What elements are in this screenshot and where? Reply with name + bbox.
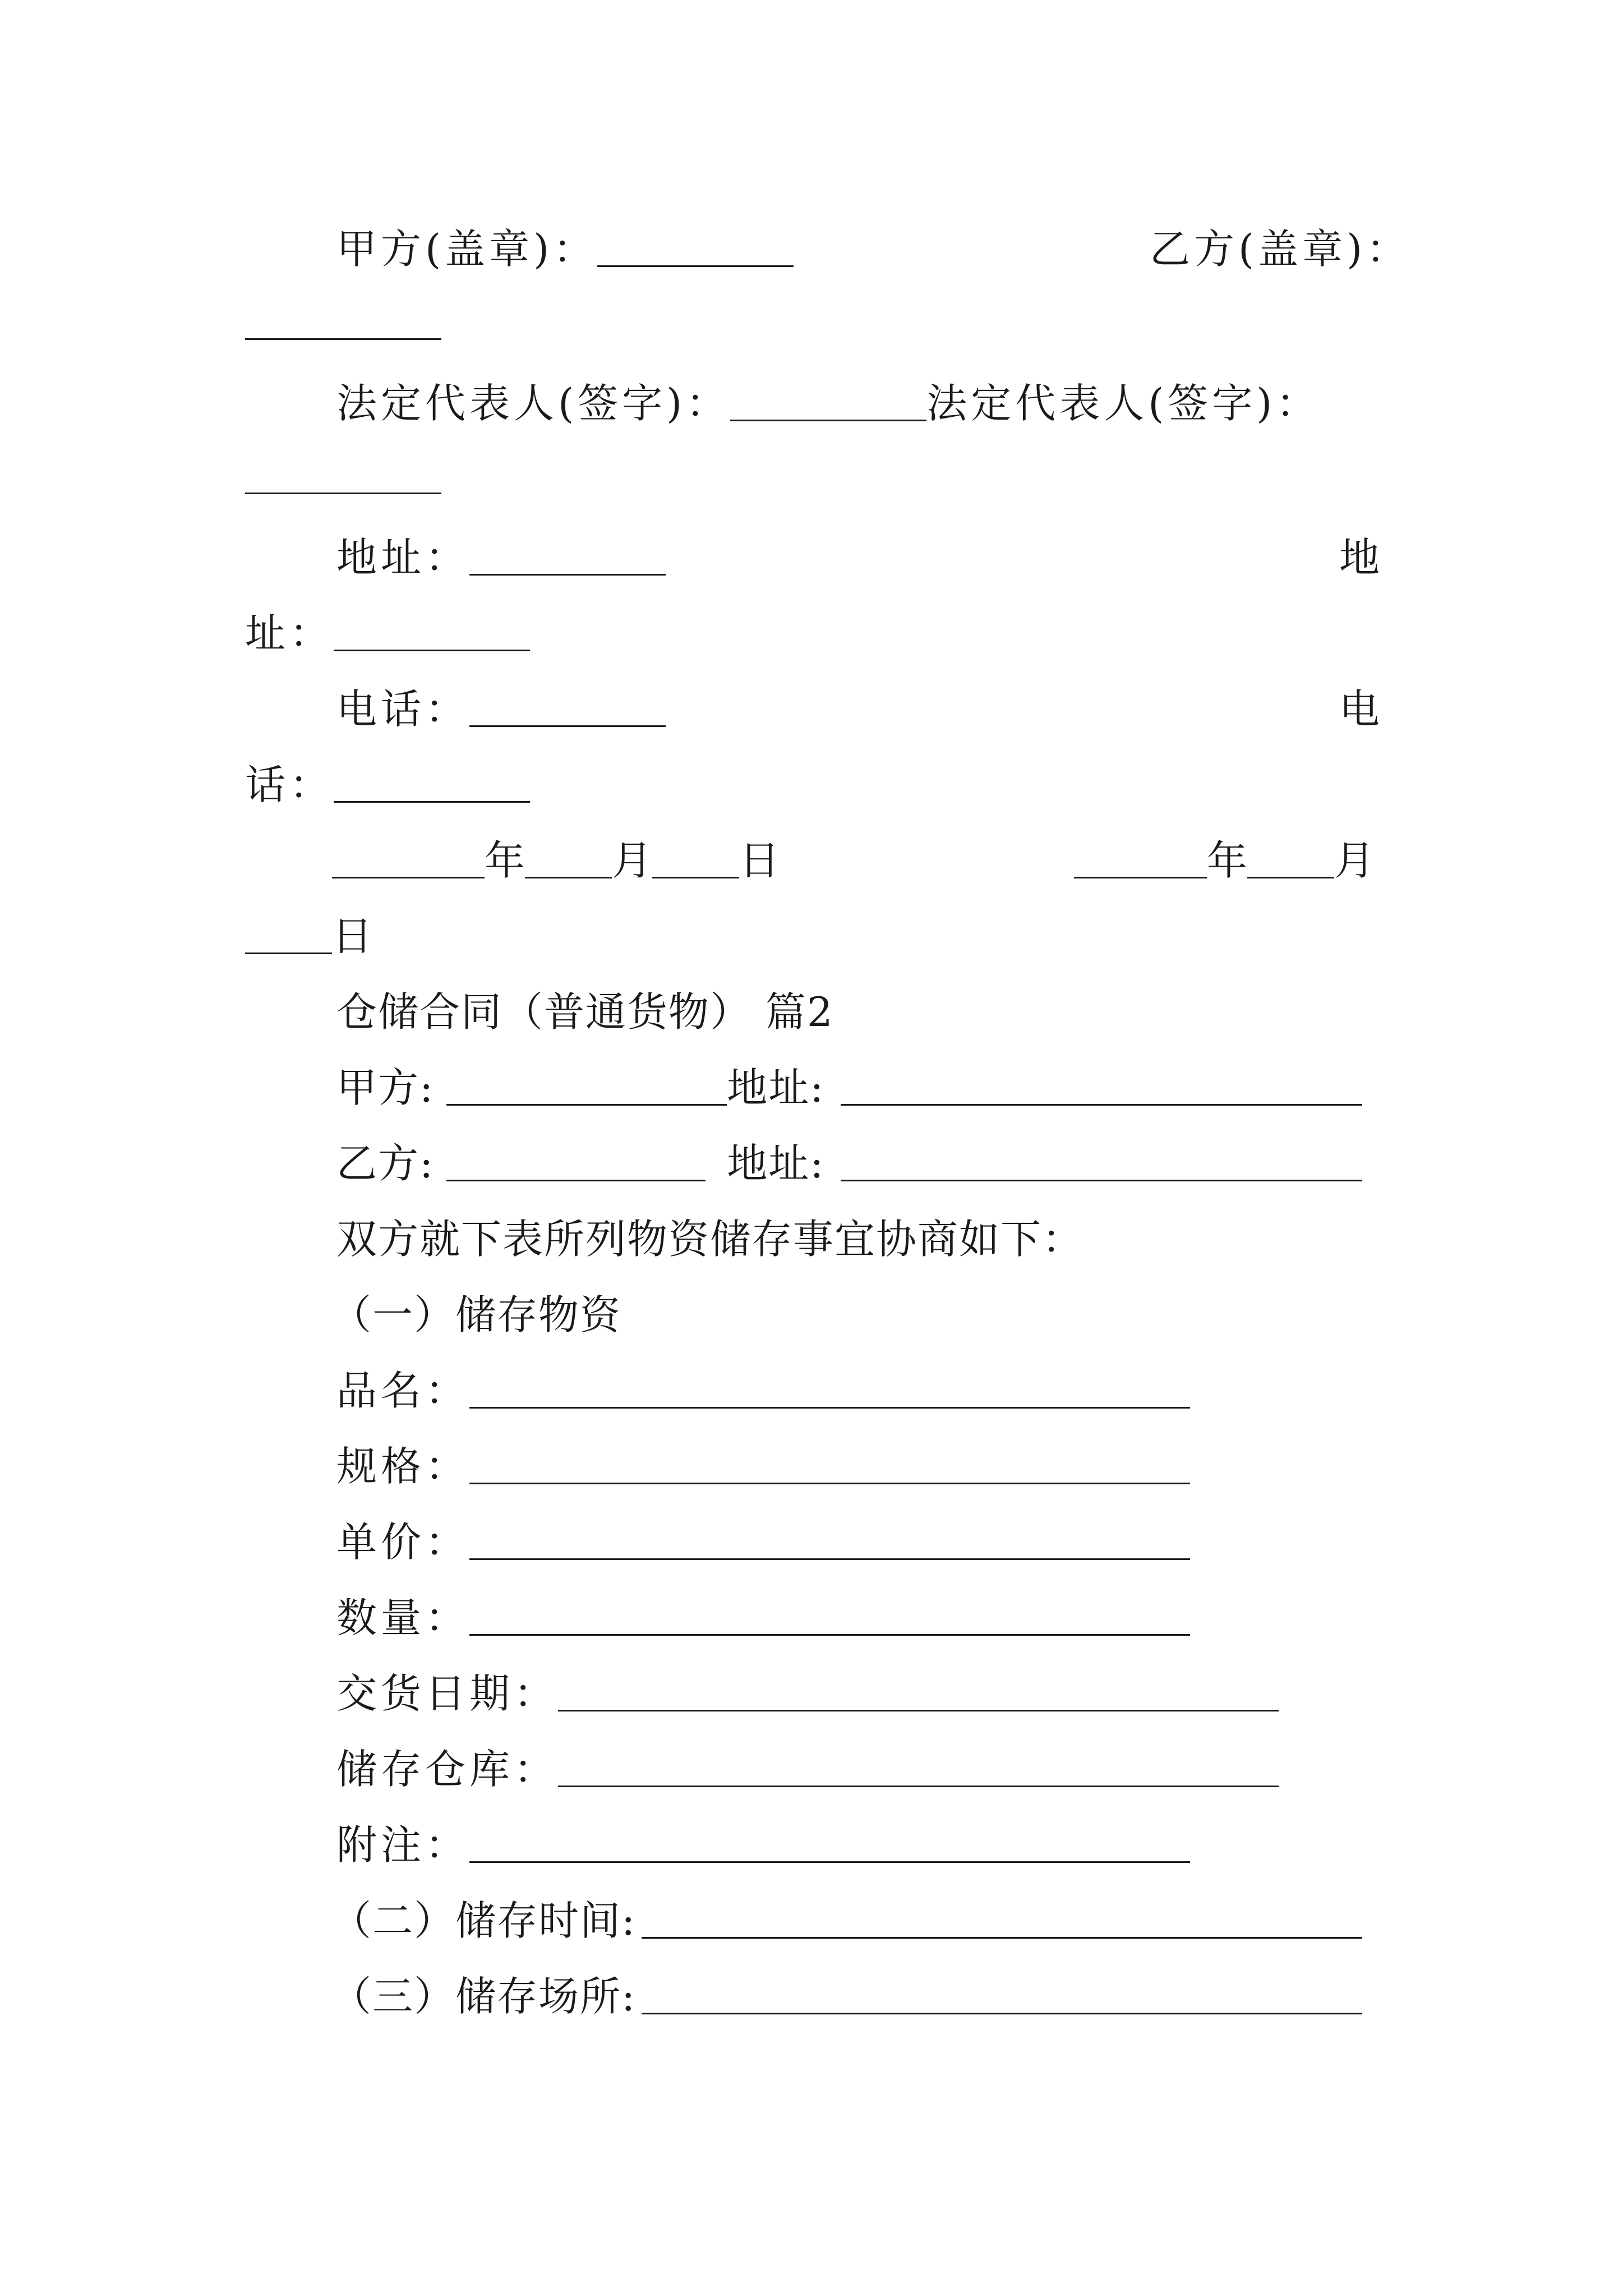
rep-b-label: 法定代表人(签字)：: [926, 380, 1321, 427]
tel-b-line-cont: [245, 743, 530, 808]
field-name-line: [336, 1349, 1190, 1414]
contract2-party-a-line: [336, 1046, 1362, 1111]
rep-a-blank[interactable]: [730, 419, 926, 421]
date-a-year-blank[interactable]: [332, 876, 485, 878]
date-a-line: [332, 819, 780, 884]
party-a-seal-line: [336, 208, 794, 273]
party-b-seal-label: 乙方(盖章)：: [1150, 226, 1411, 273]
party-b-seal-line: [1150, 208, 1411, 273]
date-b-day-blank[interactable]: [245, 952, 332, 954]
field-warehouse-blank[interactable]: [558, 1785, 1279, 1787]
field-name-blank[interactable]: [469, 1406, 1190, 1409]
date-b-year-label: 年: [1207, 837, 1248, 884]
date-b-day-label: 日: [332, 913, 373, 960]
contract2-section3-line: [331, 1955, 1362, 2020]
contract2-section2-label: （二）储存时间:: [331, 1897, 637, 1944]
contract2-title: [336, 970, 834, 1036]
field-note-label: 附注：: [336, 1821, 470, 1869]
field-spec-label: 规格：: [336, 1443, 470, 1490]
date-b-month-blank[interactable]: [1247, 876, 1334, 878]
tel-b-blank[interactable]: [334, 800, 530, 803]
field-quantity-label: 数量：: [336, 1594, 470, 1641]
field-price-blank[interactable]: [469, 1558, 1190, 1560]
date-a-day-blank[interactable]: [652, 876, 739, 878]
addr-a-line: [336, 516, 666, 581]
field-spec-blank[interactable]: [469, 1482, 1190, 1484]
rep-line: [336, 362, 1321, 427]
field-delivery-date-blank[interactable]: [558, 1709, 1279, 1711]
field-delivery-date-label: 交货日期：: [336, 1670, 559, 1717]
contract2-section1: [331, 1273, 622, 1338]
date-b-year-blank[interactable]: [1074, 876, 1207, 878]
addr-a-label: 地址：: [336, 534, 470, 581]
contract2-party-b-blank[interactable]: [446, 1179, 706, 1181]
field-warehouse-line: [336, 1728, 1279, 1793]
party-b-seal-line-cont: [245, 280, 441, 342]
contract2-title-text: 仓储合同（普通货物） 篇2: [336, 988, 834, 1036]
contract2-party-a-blank[interactable]: [446, 1103, 727, 1106]
contract2-party-b-address-blank[interactable]: [841, 1179, 1362, 1181]
field-price-line: [336, 1501, 1190, 1566]
contract2-party-b-line: [336, 1122, 1362, 1187]
date-a-month-label: 月: [612, 837, 653, 884]
date-a-month-blank[interactable]: [525, 876, 612, 878]
tel-a-line: [336, 668, 666, 733]
field-name-label: 品名：: [336, 1367, 470, 1414]
field-delivery-date-line: [336, 1652, 1279, 1717]
rep-b-line-cont: [245, 435, 441, 496]
date-b-line-cont: [245, 895, 373, 960]
contract2-intro: [336, 1198, 1084, 1263]
contract2-party-b-label: 乙方:: [336, 1140, 435, 1187]
addr-b-char1: 地: [1339, 534, 1380, 581]
field-note-line: [336, 1803, 1190, 1869]
field-quantity-blank[interactable]: [469, 1634, 1190, 1636]
field-warehouse-label: 储存仓库：: [336, 1746, 559, 1793]
field-note-blank[interactable]: [469, 1861, 1190, 1863]
addr-b-blank[interactable]: [334, 649, 530, 651]
party-b-seal-blank[interactable]: [245, 338, 441, 340]
party-a-seal-label: 甲方(盖章)：: [336, 226, 598, 273]
tel-a-blank[interactable]: [469, 725, 666, 727]
contract2-section2-line: [331, 1879, 1362, 1944]
date-b-line: [1074, 819, 1375, 884]
field-spec-line: [336, 1425, 1190, 1490]
contract2-party-b-address-label: 地址:: [727, 1140, 825, 1187]
tel-b-line: [1339, 668, 1380, 733]
rep-b-blank[interactable]: [245, 492, 441, 494]
addr-a-blank[interactable]: [469, 573, 666, 576]
contract2-section1-text: （一）储存物资: [331, 1291, 622, 1338]
field-quantity-line: [336, 1576, 1190, 1641]
addr-b-line: [1339, 516, 1380, 581]
date-b-month-label: 月: [1334, 837, 1375, 884]
addr-b-char2: 址：: [245, 610, 334, 657]
contract2-section3-blank[interactable]: [642, 2012, 1362, 2014]
contract2-party-a-address-blank[interactable]: [841, 1103, 1362, 1106]
tel-b-char1: 电: [1339, 685, 1380, 733]
contract2-intro-text: 双方就下表所列物资储存事宜协商如下：: [336, 1216, 1084, 1263]
party-a-seal-blank[interactable]: [597, 265, 794, 267]
tel-a-label: 电话：: [336, 685, 470, 733]
date-a-day-label: 日: [739, 837, 780, 884]
contract2-section2-blank[interactable]: [642, 1936, 1362, 1939]
contract2-party-a-label: 甲方:: [336, 1064, 435, 1111]
addr-b-line-cont: [245, 592, 530, 657]
tel-b-char2: 话：: [245, 761, 334, 808]
field-price-label: 单价：: [336, 1519, 470, 1566]
contract2-party-a-address-label: 地址:: [727, 1064, 825, 1111]
rep-a-label: 法定代表人(签字)：: [336, 380, 731, 427]
date-a-year-label: 年: [485, 837, 525, 884]
contract2-section3-label: （三）储存场所:: [331, 1973, 637, 2020]
